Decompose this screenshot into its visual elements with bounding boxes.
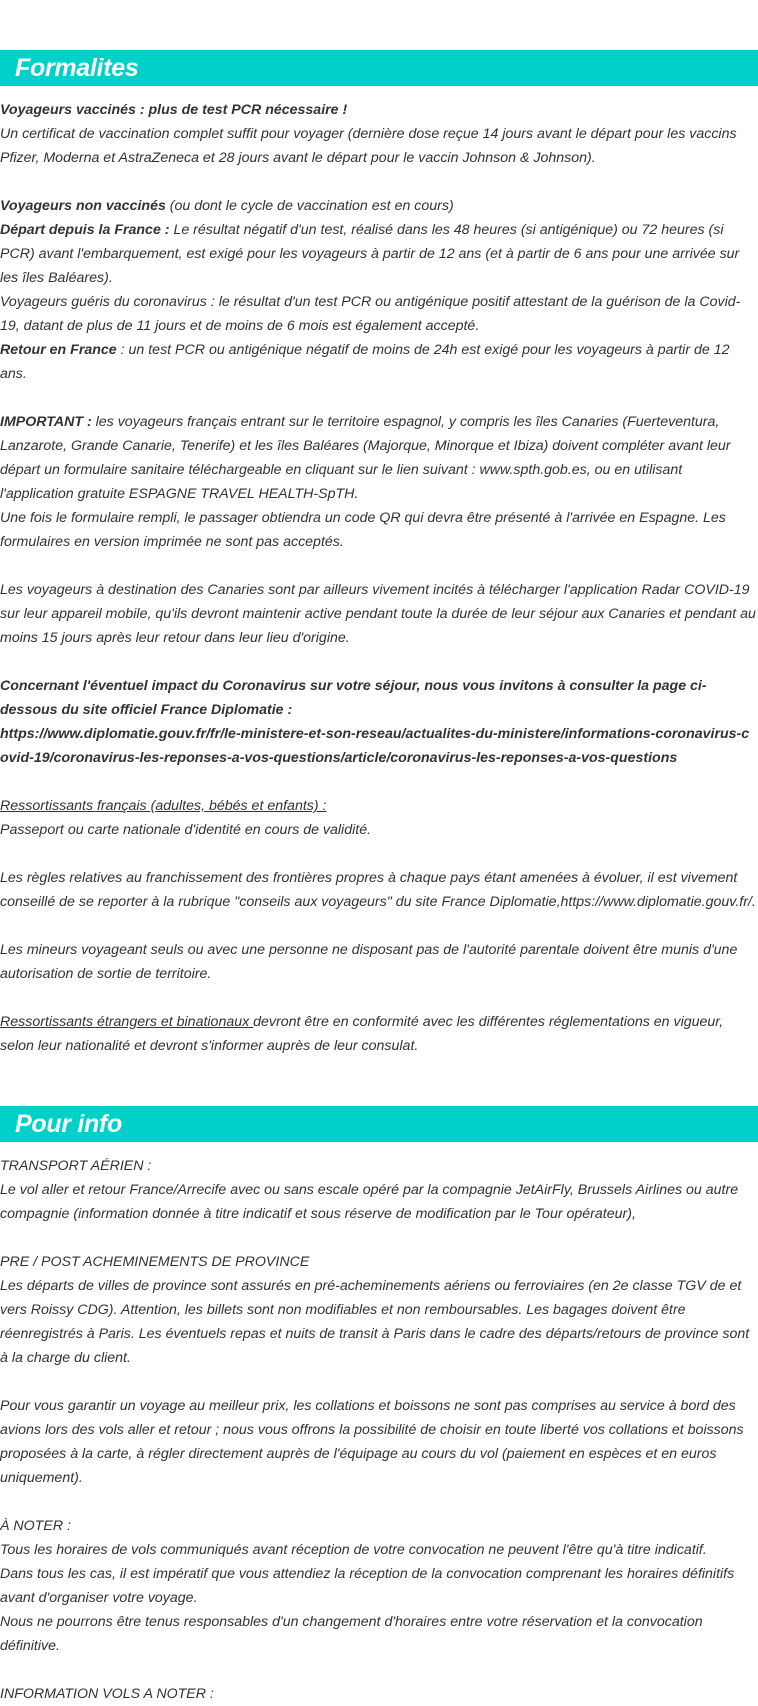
pre-post-text: Les départs de villes de province sont assurés en pré-acheminements aériens ou ferroviaires (en 2e classe TGV de et vers Roissy CDG). Attention, les billets sont non modifiables et non remboursables. Les bagages doivent être réenregistrés à Paris. Les éventuels repas et nuits de transit à Paris dans le cadre des départs/retours de province sont à la charge du client. — [0, 1278, 750, 1366]
noter-line-2: Dans tous les cas, il est impératif que vous attendiez la réception de la convocation comprenant les horaires définitifs avant d'organiser votre voyage. — [0, 1566, 735, 1606]
pre-post-paragraph — [0, 1250, 756, 1370]
pre-post-title: PRE / POST ACHEMINEMENTS DE PROVINCE — [0, 1254, 310, 1270]
unvaccinated-title: Voyageurs non vaccinés — [0, 198, 166, 214]
diplomatie-title: Concernant l'éventuel impact du Coronavirus sur votre séjour, nous vous invitons à consulter la page ci-dessous du site officiel France Diplomatie : — [0, 678, 707, 718]
retour-text: : un test PCR ou antigénique négatif de moins de 24h est exigé pour les voyageurs à partir de 12 ans. — [0, 342, 730, 382]
etrangers-text: devront être en conformité avec les différentes réglementations en vigueur, selon leur nationalité et devront s'informer auprès de leur consulat. — [0, 1014, 724, 1054]
ressortissants-francais-title: Ressortissants français (adultes, bébés et enfants) : — [0, 798, 327, 814]
depart-title: Départ depuis la France : — [0, 222, 170, 238]
vaccinated-title: Voyageurs vaccinés : plus de test PCR nécessaire ! — [0, 102, 348, 118]
etrangers-paragraph — [0, 1010, 756, 1058]
diplomatie-link[interactable]: https://www.diplomatie.gouv.fr/fr/le-ministere-et-son-reseau/actualites-du-ministere/informations-coronavirus-covid-19/coronavirus-les-reponses-a-vos-questions/article/coronavirus-les-reponses-a-vos-questions — [0, 726, 750, 766]
mineurs-paragraph: Les mineurs voyageant seuls ou avec une personne ne disposant pas de l'autorité parentale doivent être munis d'une autorisation de sortie de territoire. — [0, 942, 738, 982]
info-heading: Pour info — [0, 1106, 758, 1142]
formalites-section — [0, 98, 756, 1058]
noter-title: À NOTER : — [0, 1518, 71, 1534]
vaccinated-text: Un certificat de vaccination complet suffit pour voyager (dernière dose reçue 14 jours avant le départ pour les vaccins Pfizer, Moderna et AstraZeneca et 28 jours avant le départ pour le vaccin Johnson & Johnson). — [0, 126, 737, 166]
prix-paragraph: Pour vous garantir un voyage au meilleur prix, les collations et boissons ne sont pas comprises au service à bord des avions lors des vols aller et retour ; nous vous offrons la possibilité de choisir en toute liberté vos collations et boissons proposées à la carte, à régler directement auprès de l'équipage au cours du vol (paiement en espèces et en euros uniquement). — [0, 1398, 744, 1486]
important-paragraph — [0, 410, 756, 554]
qr-text: Une fois le formulaire rempli, le passager obtiendra un code QR qui devra être présenté à l'arrivée en Espagne. Les formulaires en version imprimée ne sont pas acceptés. — [0, 510, 726, 550]
etrangers-title: Ressortissants étrangers et binationaux — [0, 1014, 254, 1030]
formalites-heading: Formalites — [0, 50, 758, 86]
ressortissants-francais-text: Passeport ou carte nationale d'identité en cours de validité. — [0, 822, 372, 838]
retour-title: Retour en France — [0, 342, 117, 358]
transport-title: TRANSPORT AÉRIEN : — [0, 1158, 152, 1174]
canaries-paragraph: Les voyageurs à destination des Canaries sont par ailleurs vivement incités à télécharger l'application Radar COVID-19 sur leur appareil mobile, qu'ils devront maintenir active pendant toute la durée de leur séjour aux Canaries et pendant au moins 15 jours après leur retour dans leur lieu d'origine. — [0, 582, 756, 646]
gueris-text: Voyageurs guéris du coronavirus : le résultat d'un test PCR ou antigénique positif attestant de la guérison de la Covid-19, datant de plus de 11 jours et de moins de 6 mois est également accepté. — [0, 294, 741, 334]
depart-text: Le résultat négatif d'un test, réalisé dans les 48 heures (si antigénique) ou 72 heures (si PCR) avant l'embarquement, est exigé pour les voyageurs à partir de 12 ans (et à partir de 6 ans pour une arrivée sur les îles Baléares). — [0, 222, 740, 286]
frontieres-paragraph: Les règles relatives au franchissement des frontières propres à chaque pays étant amenées à évoluer, il est vivement conseillé de se reporter à la rubrique "conseils aux voyageurs" du site France Diplomatie,https://www.diplomatie.gouv.fr/. — [0, 870, 756, 910]
noter-line-3: Nous ne pourrons être tenus responsables d'un changement d'horaires entre votre réservation et la convocation définitive. — [0, 1614, 703, 1654]
important-text: les voyageurs français entrant sur le territoire espagnol, y compris les îles Canaries (Fuerteventura, Lanzarote, Grande Canarie, Tenerife) et les îles Baléares (Majorque, Minorque et Ibiza) doivent compléter avant leur départ un formulaire sanitaire téléchargeable en cliquant sur le lien suivant : www.spth.gob.es, ou en utilisant l'application gratuite ESPAGNE TRAVEL HEALTH-SpTH. — [0, 414, 731, 502]
diplomatie-paragraph — [0, 674, 756, 770]
info-section — [0, 1154, 756, 1706]
unvaccinated-paragraph — [0, 194, 756, 386]
important-title: IMPORTANT : — [0, 414, 92, 430]
unvaccinated-note: (ou dont le cycle de vaccination est en cours) — [165, 198, 454, 214]
noter-line-1: Tous les horaires de vols communiqués avant réception de votre convocation ne peuvent l'être qu'à titre indicatif. — [0, 1542, 707, 1558]
vols-title: INFORMATION VOLS A NOTER : — [0, 1686, 214, 1702]
transport-text: Le vol aller et retour France/Arrecife avec ou sans escale opéré par la compagnie JetAirFly, Brussels Airlines ou autre compagnie (information donnée à titre indicatif et sous réserve de modification par le Tour opérateur), — [0, 1182, 739, 1222]
ressortissants-francais-paragraph — [0, 794, 756, 842]
noter-paragraph — [0, 1514, 756, 1658]
transport-paragraph — [0, 1154, 756, 1226]
vaccinated-paragraph — [0, 98, 756, 170]
